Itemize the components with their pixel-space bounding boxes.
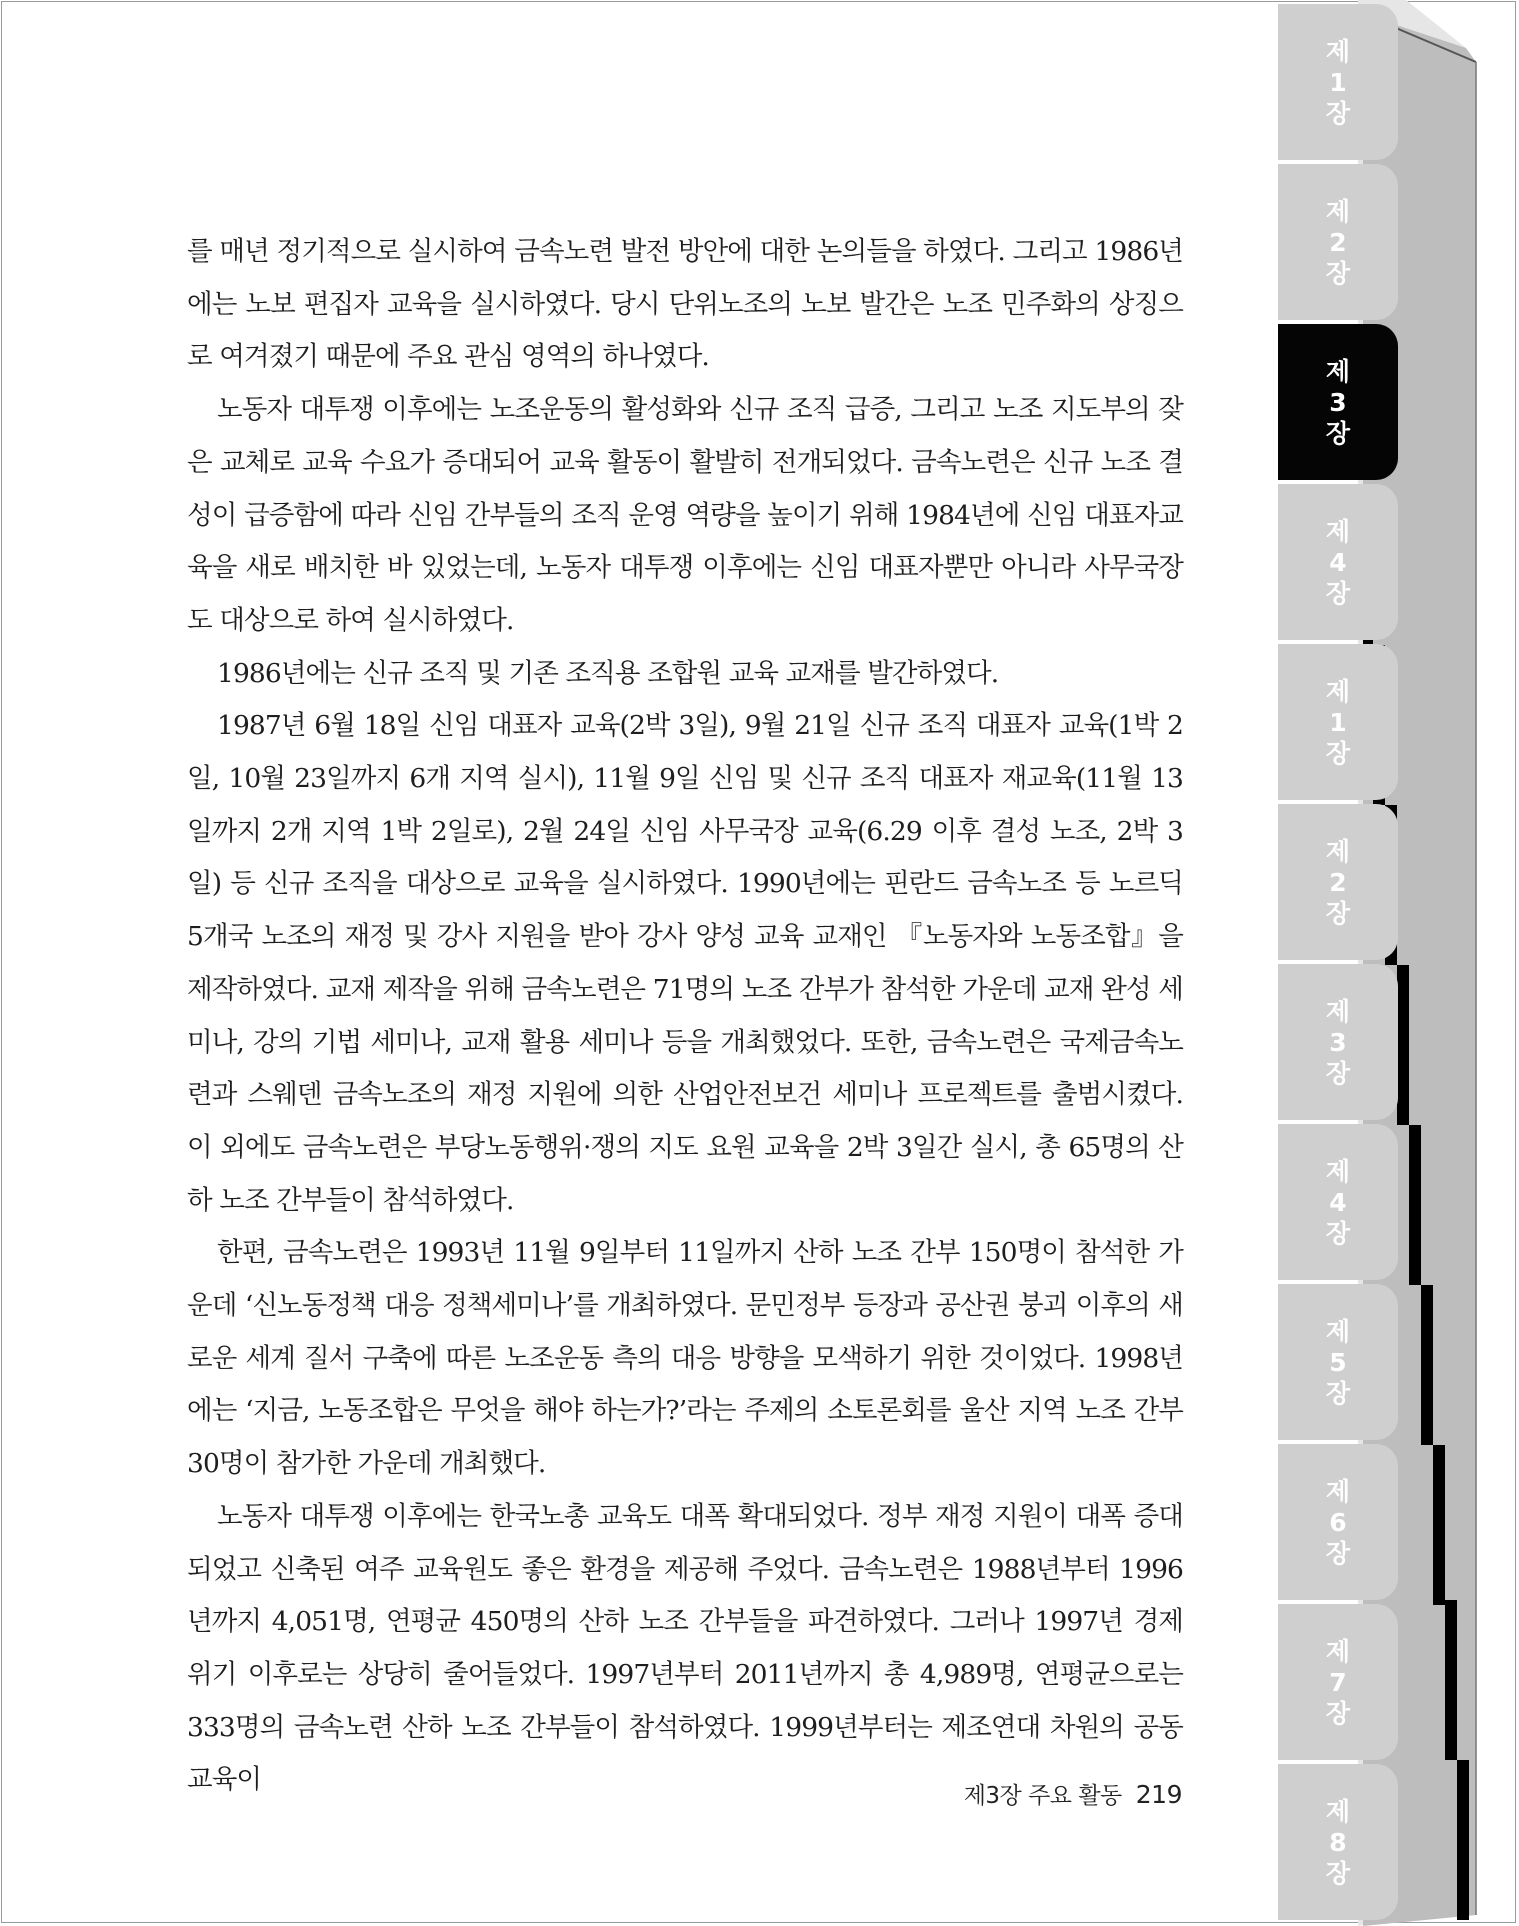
page-number: 219 xyxy=(1135,1780,1182,1809)
running-head: 제3장 주요 활동 xyxy=(963,1783,1122,1809)
paragraph: 한편, 금속노련은 1993년 11월 9일부터 11일까지 산하 노조 간부 150명이 참석한 가운데 ‘신노동정책 대응 정책세미나’를 개최하였다. 문민정부 등장과 공산권 붕괴 이후의 새로운 세계 질서 구축에 따른 노조운동 측의 대응 방향을 모색하기 위한 것이었다. 1998년에는 ‘지금, 노동조합은 무엇을 해야 하는가?’라는 주제의 소토론회를 울산 지역 노조 간부 30명이 참가한 가운데 개최했다. xyxy=(187,1237,1183,1480)
edge-band xyxy=(1457,1760,1469,1920)
tab-chapter-2[interactable]: 제 2 장 xyxy=(1278,164,1398,320)
tab-part2-chapter-2[interactable]: 제 2 장 xyxy=(1278,804,1398,960)
edge-band xyxy=(1445,1600,1457,1760)
paragraph: 노동자 대투쟁 이후에는 한국노총 교육도 대폭 확대되었다. 정부 재정 지원이 대폭 증대되었고 신축된 여주 교육원도 좋은 환경을 제공해 주었다. 금속노련은 1988년부터 1996년까지 4,051명, 연평균 450명의 산하 노조 간부들을 파견하였다. 그러나 1997년 경제 위기 이후로는 상당히 줄어들었다. 1997년부터 2011년까지 총 4,989명, 연평균으로는 333명의 금속노련 산하 노조 간부들이 참석하였다. 1999년부터는 제조연대 차원의 공동 교육이 xyxy=(187,1500,1183,1796)
body-text xyxy=(187,226,1183,1807)
tab-chapter-3-active[interactable]: 제 3 장 xyxy=(1278,324,1398,480)
edge-band xyxy=(1433,1445,1445,1605)
tab-part2-chapter-4[interactable]: 제 4 장 xyxy=(1278,1124,1398,1280)
tab-part2-chapter-8[interactable]: 제 8 장 xyxy=(1278,1764,1398,1920)
paragraph: 1987년 6월 18일 신임 대표자 교육(2박 3일), 9월 21일 신규 조직 대표자 교육(1박 2일, 10월 23일까지 6개 지역 실시), 11월 9일 신임 및 신규 조직 대표자 재교육(11월 13일까지 2개 지역 1박 2일로), 2월 24일 신임 사무국장 교육(6.29 이후 결성 노조, 2박 3일) 등 신규 조직을 대상으로 교육을 실시하였다. 1990년에는 핀란드 금속노조 등 노르딕 5개국 노조의 재정 및 강사 지원을 받아 강사 양성 교육 교재인 『노동자와 노동조합』을 제작하였다. 교재 제작을 위해 금속노련은 71명의 노조 간부가 참석한 가운데 교재 완성 세미나, 강의 기법 세미나, 교재 활용 세미나 등을 개최했었다. 또한, 금속노련은 국제금속노련과 스웨덴 금속노조의 재정 지원에 의한 산업안전보건 세미나 프로젝트를 출범시켰다. 이 외에도 금속노련은 부당노동행위·쟁의 지도 요원 교육을 2박 3일간 실시, 총 65명의 산하 노조 간부들이 참석하였다. xyxy=(187,710,1183,1216)
edge-band xyxy=(1409,1125,1421,1285)
paragraph: 를 매년 정기적으로 실시하여 금속노련 발전 방안에 대한 논의들을 하였다. 그리고 1986년에는 노보 편집자 교육을 실시하였다. 당시 단위노조의 노보 발간은 노조 민주화의 상징으로 여겨졌기 때문에 주요 관심 영역의 하나였다. xyxy=(187,236,1183,373)
tab-chapter-4[interactable]: 제 4 장 xyxy=(1278,484,1398,640)
tab-part2-chapter-7[interactable]: 제 7 장 xyxy=(1278,1604,1398,1760)
chapter-tab-strip xyxy=(1278,0,1519,1926)
edge-band xyxy=(1421,1285,1433,1445)
page-footer xyxy=(882,1777,1182,1810)
paragraph: 노동자 대투쟁 이후에는 노조운동의 활성화와 신규 조직 급증, 그리고 노조 지도부의 잦은 교체로 교육 수요가 증대되어 교육 활동이 활발히 전개되었다. 금속노련은 신규 노조 결성이 급증함에 따라 신임 간부들의 조직 운영 역량을 높이기 위해 1984년에 신임 대표자교육을 새로 배치한 바 있었는데, 노동자 대투쟁 이후에는 신임 대표자뿐만 아니라 사무국장도 대상으로 하여 실시하였다. xyxy=(187,394,1183,636)
paragraph: 1986년에는 신규 조직 및 기존 조직용 조합원 교육 교재를 발간하였다. xyxy=(217,657,999,689)
tab-part2-chapter-5[interactable]: 제 5 장 xyxy=(1278,1284,1398,1440)
edge-band xyxy=(1397,965,1409,1125)
tab-chapter-1[interactable]: 제 1 장 xyxy=(1278,4,1398,160)
tab-part2-chapter-3[interactable]: 제 3 장 xyxy=(1278,964,1398,1120)
tab-part2-chapter-1[interactable]: 제 1 장 xyxy=(1278,644,1398,800)
tab-part2-chapter-6[interactable]: 제 6 장 xyxy=(1278,1444,1398,1600)
